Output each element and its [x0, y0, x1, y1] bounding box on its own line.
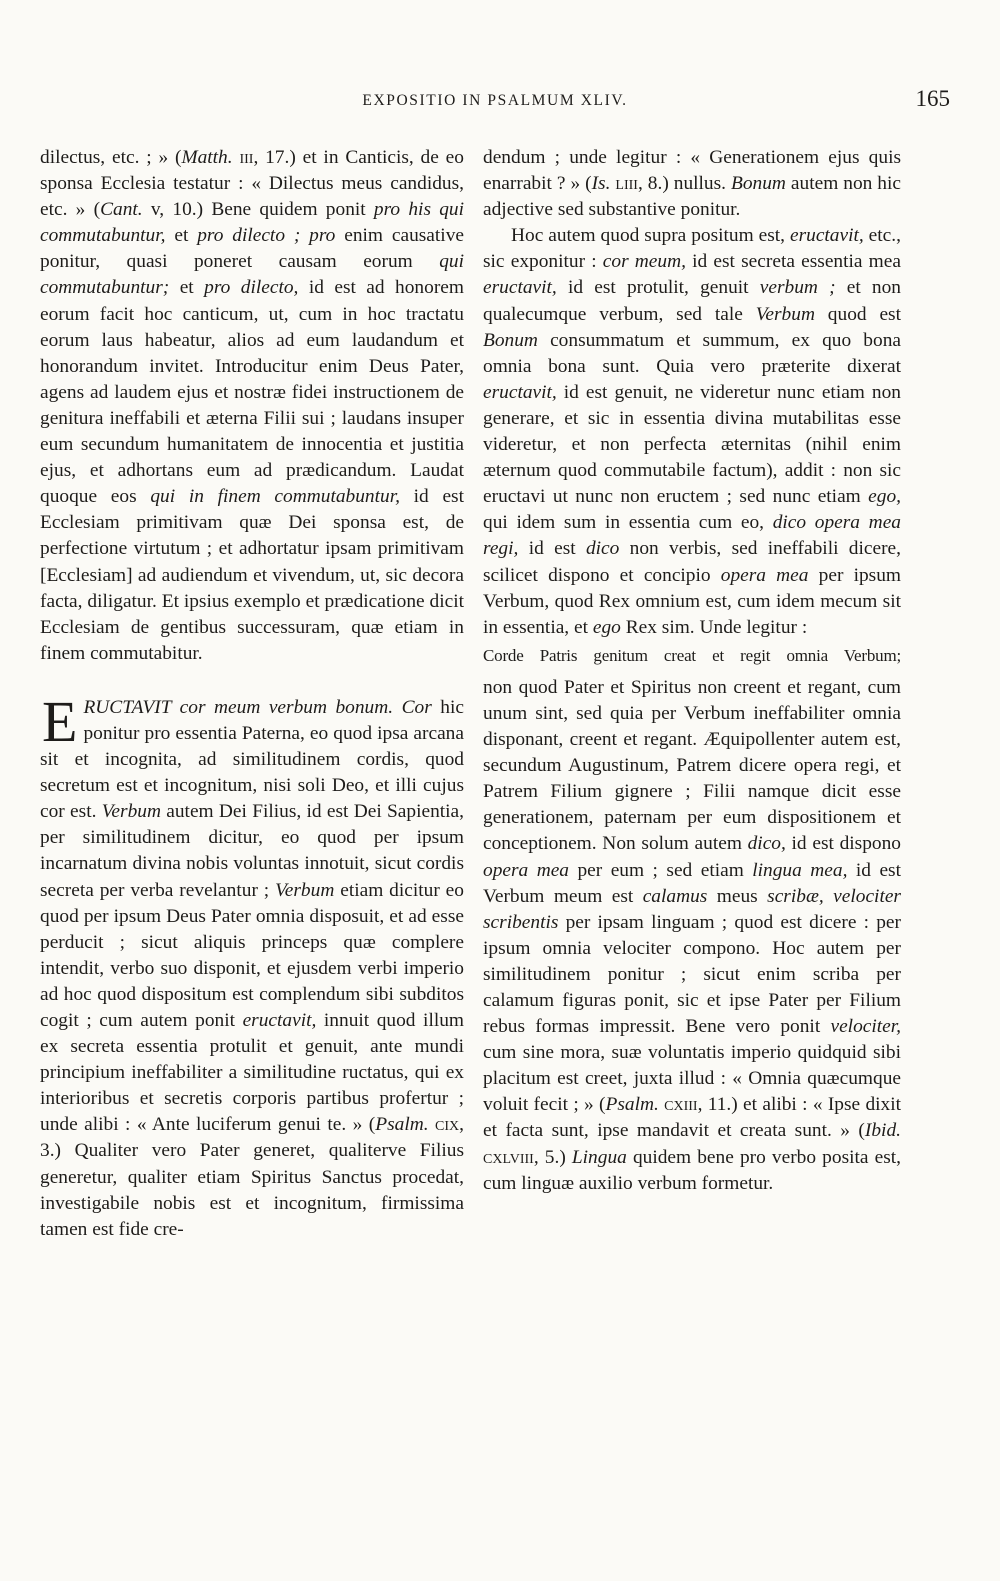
smallcaps-run: cix	[435, 1114, 460, 1136]
italic-run: ego,	[868, 486, 901, 508]
text-run: , 5.)	[533, 1146, 572, 1168]
paragraph	[40, 688, 464, 1243]
italic-run: eructavit,	[483, 381, 557, 403]
italic-run: Psalm.	[605, 1094, 659, 1116]
text-run: per ipsum Verbum, quod Rex omnium est, cum idem mecum sit in essentia, et	[483, 564, 901, 638]
verse-quote: Corde Patris genitum creat et regit omnia Verbum;	[483, 645, 901, 665]
text-run: Rex sim. Unde legitur :	[620, 616, 808, 638]
text-run: etc., sic exponitur :	[483, 225, 901, 273]
italic-run: dico	[585, 538, 620, 560]
italic-run: ego	[592, 616, 621, 638]
italic-run: Cor	[401, 696, 432, 718]
smallcaps-run: iii	[239, 147, 254, 168]
smallcaps-run: liii	[615, 173, 638, 195]
paragraph	[40, 145, 464, 667]
italic-run: pro dilecto,	[204, 277, 299, 299]
italic-run: Matth.	[181, 147, 233, 168]
italic-run: Bonum	[483, 329, 538, 351]
text-run: non verbis, sed ineffabili dicere, scilicet dispono et concipio	[483, 538, 901, 586]
text-run: v, 10.) Bene quidem ponit	[142, 199, 374, 221]
italic-run: Verbum	[755, 303, 815, 325]
text-run: etiam dicitur eo quod per ipsum Deus Pater omnia disposuit, et ad esse perducit ; sicut aliquis princeps quæ complere intendit, verbo suo disponit, et ejusdem verbi imperio ad hoc quod dispositum est complendum sibi subditos cogit ; cum autem ponit	[40, 879, 464, 1031]
italic-run: qui in finem commutabuntur,	[150, 486, 400, 508]
text-run: , 11.) et alibi : « Ipse dixit et facta sunt, ipse mandavit et creata sunt. » (	[483, 1094, 902, 1142]
text-run: et	[165, 225, 198, 247]
italic-run: calamus	[642, 885, 708, 907]
text-run	[393, 697, 402, 718]
page-number: 165	[915, 86, 950, 111]
text-run: , 8.) nullus.	[637, 173, 731, 195]
text-run: dendum ; unde legitur : « Generationem ejus quis enarrabit ? » (	[483, 147, 901, 195]
text-run: consummatum et summum, ex quo bona omnia bona sunt. Quia vero præterite dixerat	[483, 329, 901, 377]
text-run: id est Verbum meum est	[483, 859, 901, 907]
italic-run: Verbum	[101, 801, 161, 823]
italic-run: eructavit,	[789, 225, 864, 247]
italic-run: Bonum	[730, 173, 786, 195]
italic-run: cor meum,	[602, 251, 686, 273]
text-run: per eum ; sed etiam	[569, 859, 753, 881]
text-run: non quod Pater et Spiritus non creent et regant, cum unum sint, sed quia per Verbum ineffabiliter omnia disponant, creent et regant. Æquipollenter autem est, secundum Augustinum, Patrem dicere opera regi, et Patrem Filium gignere ; Filii namque dicit esse generationem, paternam per eum dispositionem et conceptionem. Non solum autem	[483, 676, 901, 855]
smallcaps-run: cxiii	[664, 1094, 698, 1116]
paragraph	[483, 675, 901, 1197]
text-run: id est dispono	[785, 833, 901, 855]
text-run: autem Dei Filius, id est Dei Sapientia, per similitudinem dicitur, eo quod per ipsum incarnatum divina nobis voluntas innotuit, sicut cordis secreta per verba revelantur ;	[40, 801, 464, 901]
italic-run: dico opera mea regi,	[483, 512, 901, 560]
drop-cap: E	[42, 688, 78, 754]
text-run: et non qualecumque verbum, sed tale	[483, 277, 901, 325]
text-run: , 3.) Qualiter vero Pater generet, qualiterve Filius generetur, qualiter etiam Spiritus Sanctus procedat, investigabile nobis est et incognitum, firmissima tamen est fide cre-	[40, 1114, 464, 1240]
text-run: et	[169, 277, 205, 299]
text-run: enim causative ponitur, quasi poneret causam eorum	[40, 225, 464, 273]
italic-run: verbum ;	[759, 277, 836, 299]
text-run: innuit quod illum ex secreta essentia protulit et genuit, ante mundi principium ineffabiliter a similitudine ructatus, qui ex interioribus et secretis corporis partibus profertur ; unde alibi : « Ante luciferum genui te. » (	[40, 1010, 464, 1136]
text-run: id est genuit, ne videretur nunc etiam non generare, et sic in essentia divina mutabilitas esse videretur, et non perfecta æternitas (nihil enim æternum quod commutabile factum), addit : non sic eructavi ut nunc non eructem ; sed nunc etiam	[483, 381, 901, 508]
text-run: meus	[707, 885, 768, 907]
italic-run: velociter,	[830, 1016, 901, 1038]
text-run: id est Ecclesiam primitivam quæ Dei sponsa est, de perfectione virtutum ; et adhortatur ipsam primitivam [Ecclesiam] ad audiendum et vivendum, ut, sic decora facta, diligatur. Et ipsius exemplo et prædicatione dicit Ecclesiam de gentibus successuram, quæ etiam in finem commutabitur.	[40, 486, 464, 664]
text-run: , 17.) et in Canticis, de eo sponsa Ecclesia testatur : « Dilectus meus candidus, etc. » (	[40, 147, 464, 221]
text-run: cum sine mora, suæ voluntatis imperio quidquid sibi placitum est creet, juxta illud : « Omnia quæcumque voluit fecit ; » (	[483, 1042, 901, 1116]
italic-run: scribæ, velociter scribentis	[483, 885, 901, 933]
italic-run: eructavit,	[242, 1010, 317, 1031]
italic-run: pro dilecto ; pro	[197, 225, 336, 247]
text-run: id est	[518, 538, 586, 560]
text-run: id est ad honorem eorum facit hoc canticum, ut, cum in hoc tractatu eorum laus habeatur, alios ad eum laudandum et honorandum invitet. Introducitur enim Deus Pater, agens ad laudem ejus et nostræ fidei instructionem de genitura ineffabili et æterna Filii sui ; laudans insuper eum secundum humanitatem de innocentia et justitia ejus, et adhortans eum ad prædicandum. Laudat quoque eos	[40, 277, 464, 508]
page-header	[40, 86, 950, 120]
paragraph-gap	[40, 667, 464, 695]
paragraph-text	[40, 688, 464, 1240]
italic-run: Psalm.	[375, 1114, 429, 1136]
italic-run: Ibid.	[864, 1120, 901, 1142]
italic-run: Cant.	[100, 199, 143, 221]
paragraph	[483, 145, 901, 223]
italic-run: Verbum	[275, 879, 335, 901]
text-run: id est secreta essentia mea	[685, 251, 901, 273]
smallcaps-run: cxlviii	[483, 1146, 534, 1168]
italic-run: eructavit,	[483, 277, 557, 299]
italic-run: lingua mea,	[752, 859, 848, 881]
right-column	[483, 145, 901, 1197]
text-run: autem non hic adjective sed substantive ponitur.	[483, 173, 901, 221]
text-run: Hoc autem quod supra positum est,	[511, 225, 790, 247]
italic-run: opera mea	[720, 564, 809, 586]
text-run: qui idem sum in essentia cum eo,	[483, 512, 773, 534]
italic-run: qui commutabuntur;	[40, 251, 464, 299]
text-run: quidem bene pro verbo posita est, cum linguæ auxilio verbum formetur.	[483, 1146, 901, 1194]
text-run: per ipsam linguam ; quod est dicere : per ipsum omnia velociter compono. Hoc autem per similitudinem ponitur ; sicut enim scriba per calamum figuras ponit, sic et ipse Pater per Filium rebus formas impressit. Bene vero ponit	[483, 911, 901, 1038]
text-run: hic ponitur pro essentia Paterna, eo quod ipsa arcana sit et incognita, ad similitudinem cordis, quod secretum est et incognitum, nisi soli Deo, et illi cujus cor est.	[40, 696, 464, 823]
italic-run: opera mea	[483, 859, 570, 881]
text-run: id est protulit, genuit	[556, 277, 760, 299]
text-run: dilectus, etc. ; » (	[40, 147, 182, 168]
italic-run: Lingua	[571, 1146, 627, 1168]
left-column	[40, 145, 464, 1243]
text-run: quod est	[814, 303, 901, 325]
italic-run: dico,	[747, 833, 786, 855]
paragraph	[483, 223, 901, 641]
running-title: EXPOSITIO IN PSALMUM XLIV.	[362, 92, 628, 109]
italic-run: pro his qui commutabuntur,	[40, 199, 465, 247]
italic-run: Is.	[591, 173, 611, 195]
italic-run: RUCTAVIT cor meum verbum bonum.	[83, 696, 394, 718]
